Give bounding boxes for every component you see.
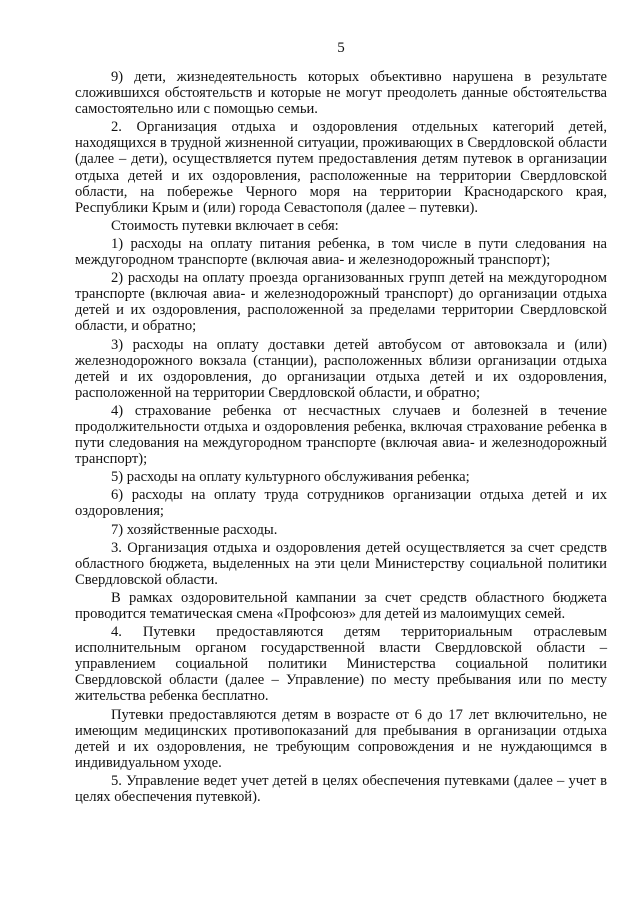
paragraph-cost-intro: Стоимость путевки включает в себя:: [111, 217, 339, 234]
page-number: 5: [337, 40, 345, 56]
paragraph-profsoyuz-shift: В рамках оздоровительной кампании за счет средств областного бюджета проводится тематическая смена «Профсоюз» для детей из малоимущих семей.: [75, 589, 607, 622]
paragraph-cost-item-3: 3) расходы на оплату доставки детей автобусом от автовокзала и (или) железнодорожного вокзала (станции), расположенных вблизи организации отдыха детей и их оздоровления, до организации отдыха детей и их оздоровления, расположенной на территории Свердловской области, и обратно;: [75, 336, 607, 401]
paragraph-section-5: 5. Управление ведет учет детей в целях обеспечения путевками (далее – учет в целях обеспечения путевкой).: [75, 772, 607, 806]
paragraph-cost-item-4: 4) страхование ребенка от несчастных случаев и болезней в течение продолжительности отдыха и оздоровления ребенка, включая страхование ребенка в пути следования на междугородном транспорте (включая авиа- и железнодорожный транспорт);: [75, 402, 607, 468]
paragraph-item-9: 9) дети, жизнедеятельность которых объективно нарушена в результате сложившихся обстоятельств и которые не могут преодолеть данные обстоятельства самостоятельно или с помощью семьи.: [75, 69, 607, 118]
paragraph-section-3: 3. Организация отдыха и оздоровления детей осуществляется за счет средств областного бюджета, выделенных на эти цели Министерству социальной политики Свердловской области.: [75, 539, 607, 588]
paragraph-cost-item-2: 2) расходы на оплату проезда организованных групп детей на междугородном транспорте (включая авиа- и железнодорожный транспорт) до организации отдыха детей и их оздоровления, расположенной за пределами территории Свердловской области, и обратно;: [75, 270, 607, 335]
document-page: [75, 38, 607, 807]
paragraph-cost-item-1: 1) расходы на оплату питания ребенка, в том числе в пути следования на междугородном транспорте (включая авиа- и железнодорожный транспорт);: [75, 235, 607, 269]
paragraph-section-4: 4. Путевки предоставляются детям территориальным отраслевым исполнительным органом государственной власти Свердловской области – управлением социальной политики Министерства социальной политики Свердловской области (далее – Управление) по месту пребывания или по месту жительства ребенка бесплатно.: [75, 624, 607, 705]
paragraph-cost-item-6: 6) расходы на оплату труда сотрудников организации отдыха детей и их оздоровления;: [75, 487, 607, 520]
paragraph-cost-item-5: 5) расходы на оплату культурного обслуживания ребенка;: [111, 469, 470, 486]
paragraph-cost-item-7: 7) хозяйственные расходы.: [111, 521, 278, 538]
paragraph-section-2: 2. Организация отдыха и оздоровления отдельных категорий детей, находящихся в трудной жизненной ситуации, проживающих в Свердловской области (далее – дети), осуществляется путем предоставления детям путевок в организации отдыха детей и их оздоровления, расположенные на территории Свердловской области, на побережье Черного моря на территории Краснодарского края, Республики Крым и (или) города Севастополя (далее – путевки).: [75, 119, 607, 216]
paragraph-age-conditions: Путевки предоставляются детям в возрасте от 6 до 17 лет включительно, не имеющим медицинских противопоказаний для пребывания в организации отдыха детей и их оздоровления, не требующим сопровождения и не нуждающимся в индивидуальном уходе.: [75, 706, 607, 771]
